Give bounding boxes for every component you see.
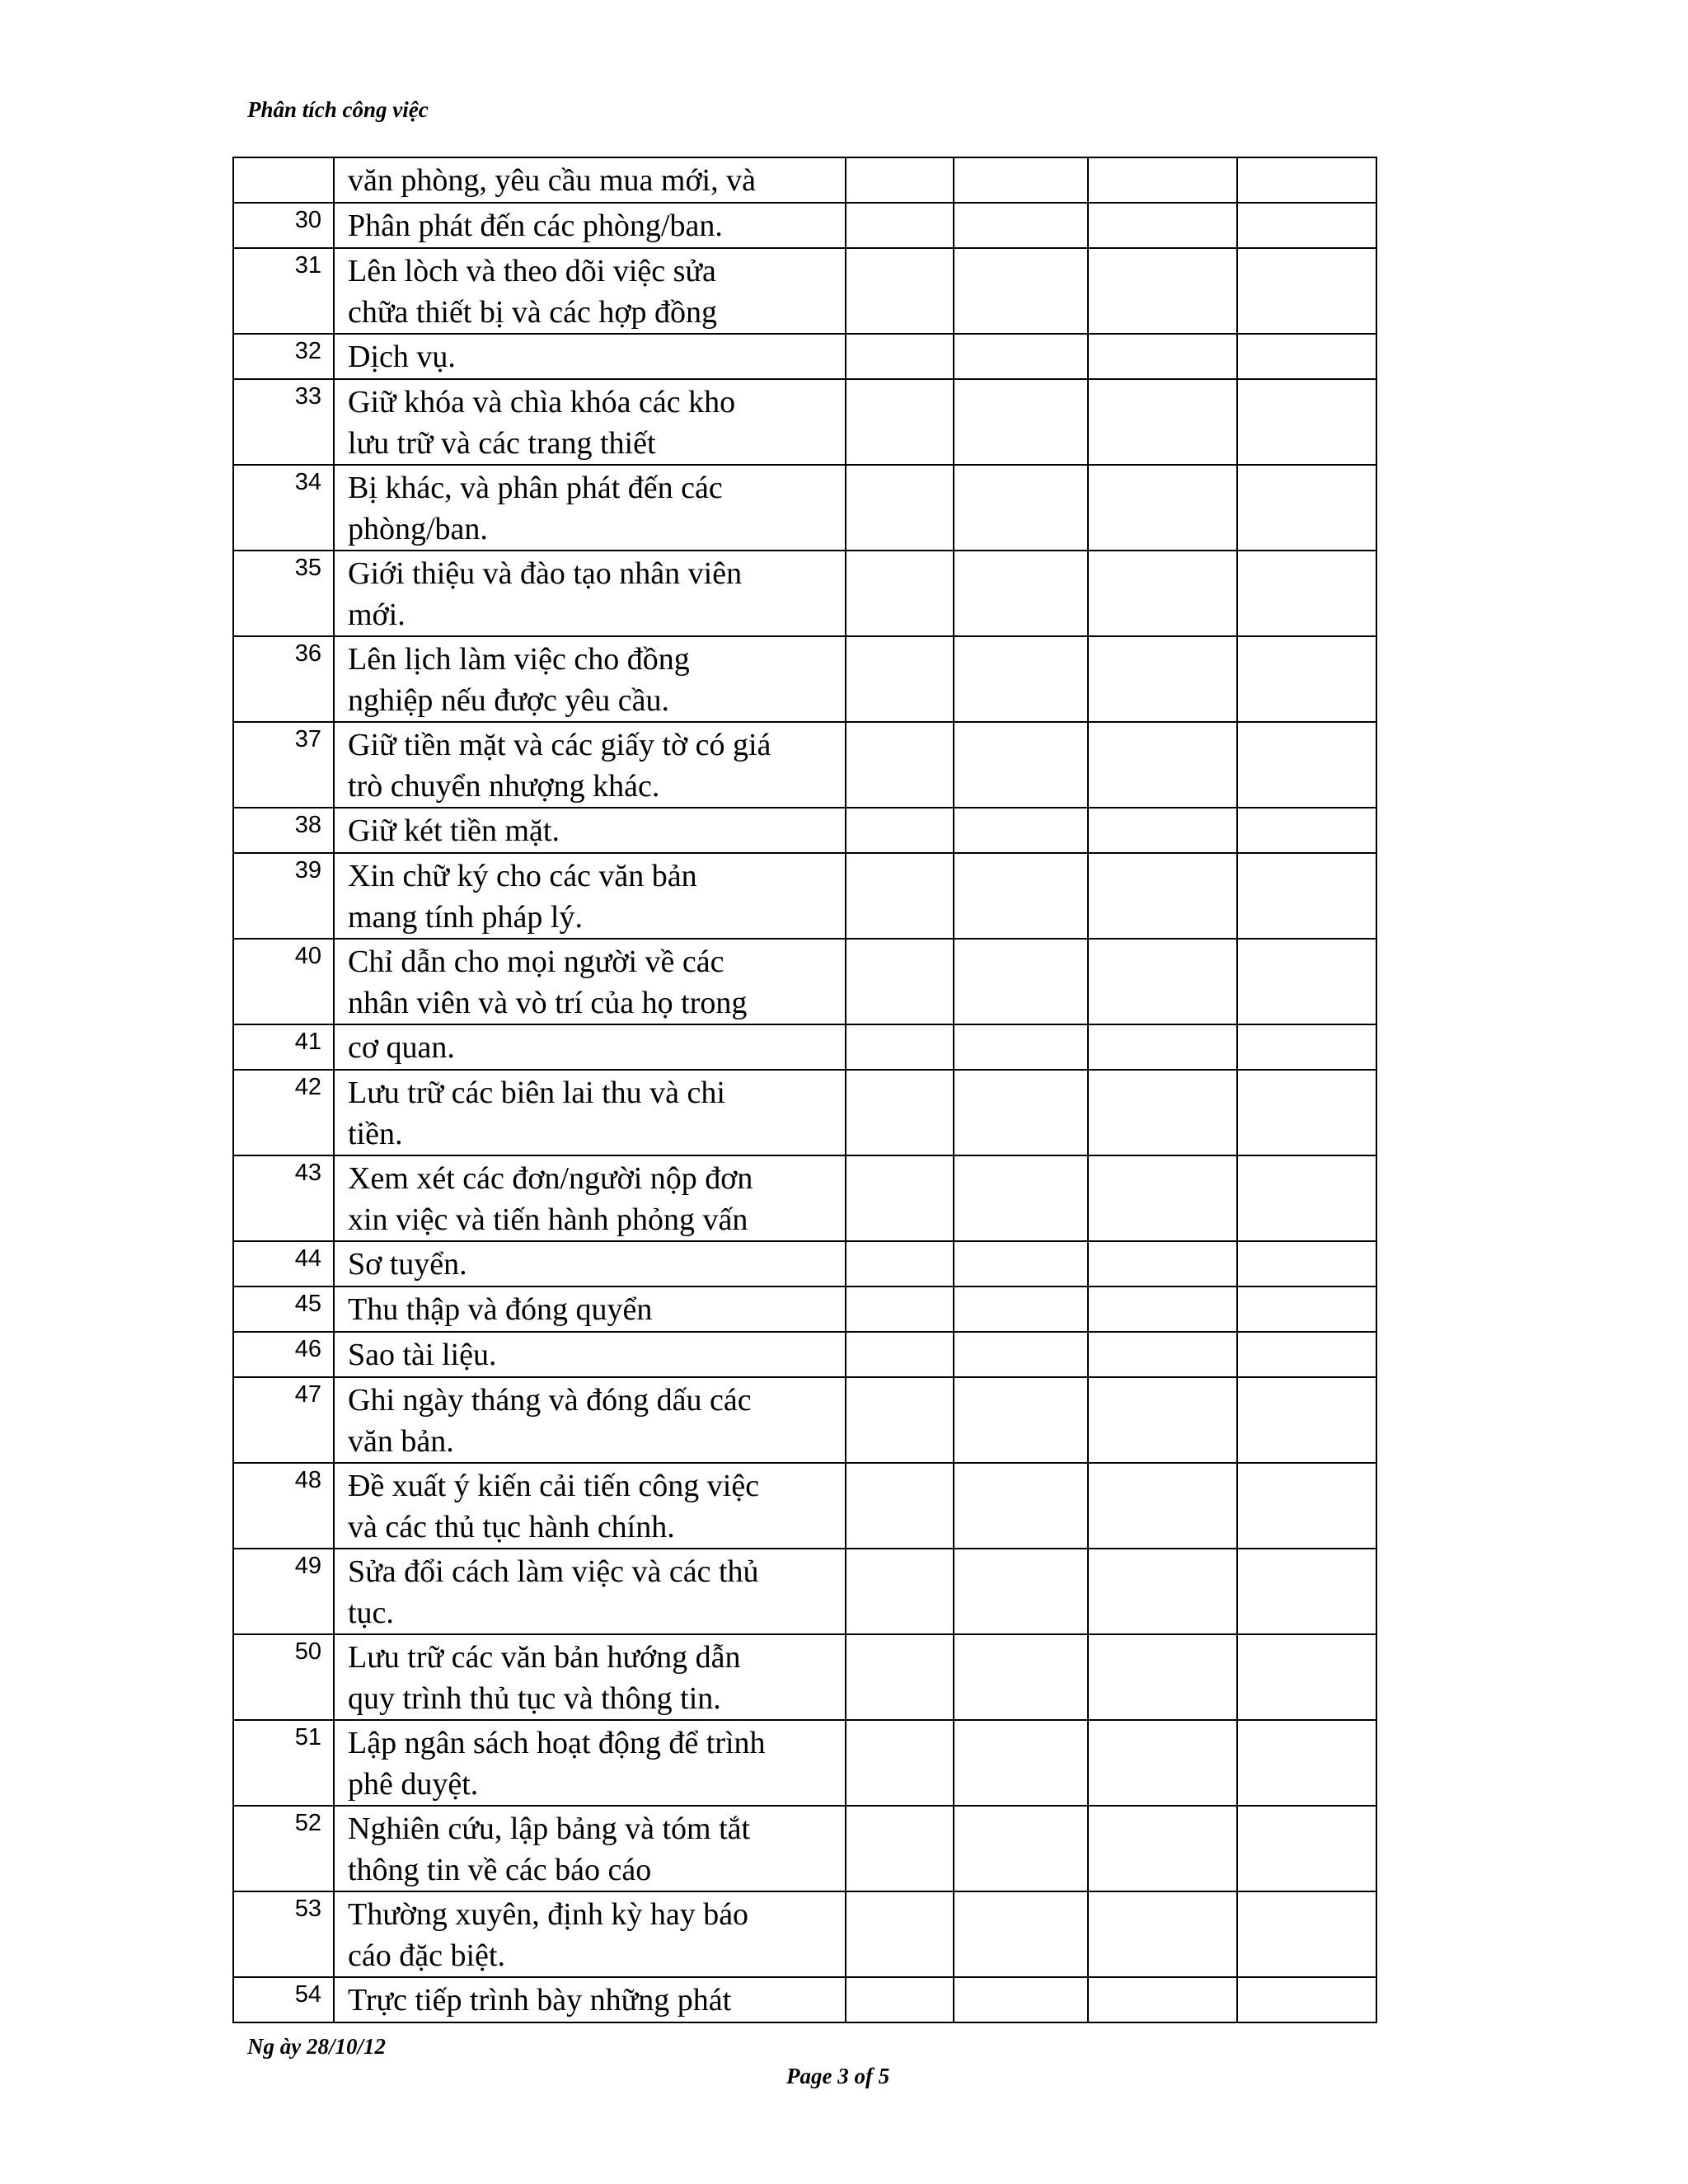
row-number: 42 [233,1070,334,1155]
row-number: 54 [233,1977,334,2022]
rating-cell [846,636,954,722]
task-description [334,1977,846,2022]
rating-cell [1088,1806,1237,1891]
task-description [334,1241,846,1286]
table-row [233,379,1376,465]
rating-cell [1237,1549,1376,1634]
task-description-line: cơ quan. [348,1030,455,1065]
rating-cell [846,379,954,465]
row-number: 47 [233,1377,334,1463]
task-description [334,808,846,853]
rating-cell [954,203,1088,248]
rating-cell [846,1241,954,1286]
task-description-line: Lưu trữ các biên lai thu và chi [348,1076,725,1110]
rating-cell [954,1634,1088,1720]
task-description [334,1720,846,1806]
rating-cell [1088,1286,1237,1332]
table-row [233,636,1376,722]
rating-cell [1088,203,1237,248]
task-description-line: Giữ khóa và chìa khóa các kho [348,385,736,419]
table-row [233,1634,1376,1720]
rating-cell [1088,379,1237,465]
rating-cell [1088,1070,1237,1155]
task-description [334,853,846,939]
task-description-line: Xin chữ ký cho các văn bản [348,859,697,893]
rating-cell [1088,1720,1237,1806]
rating-cell [1237,465,1376,551]
task-description-line: Bị khác, và phân phát đến các [348,471,723,505]
rating-cell [1088,808,1237,853]
task-description-line: Thu thập và đóng quyển [348,1292,653,1327]
task-description-line: Sao tài liệu. [348,1338,497,1372]
rating-cell [1237,939,1376,1024]
rating-cell [846,1155,954,1241]
rating-cell [954,1463,1088,1549]
rating-cell [846,1286,954,1332]
row-number: 49 [233,1549,334,1634]
rating-cell [1237,1891,1376,1977]
rating-cell [846,465,954,551]
rating-cell [846,248,954,334]
rating-cell [1088,1241,1237,1286]
rating-cell [1088,1024,1237,1070]
task-description-line: Ghi ngày tháng và đóng dấu các [348,1383,752,1418]
task-description-line: Xem xét các đơn/người nộp đơn [348,1161,753,1196]
row-number: 31 [233,248,334,334]
task-description-line: Phân phát đến các phòng/ban. [348,209,723,243]
task-description [334,379,846,465]
rating-cell [1088,1977,1237,2022]
rating-cell [846,1549,954,1634]
task-description-line: quy trình thủ tục và thông tin. [348,1681,721,1716]
rating-cell [1088,722,1237,808]
rating-cell [954,1720,1088,1806]
rating-cell [954,248,1088,334]
task-description [334,1332,846,1377]
rating-cell [954,1377,1088,1463]
task-description [334,636,846,722]
table-row [233,1241,1376,1286]
task-description [334,1024,846,1070]
task-description [334,1286,846,1332]
task-description-line: tục. [348,1596,394,1630]
rating-cell [1088,939,1237,1024]
rating-cell [1088,1377,1237,1463]
rating-cell [1237,1241,1376,1286]
table-row [233,853,1376,939]
table-row [233,1549,1376,1634]
rating-cell [1088,465,1237,551]
table-row [233,248,1376,334]
rating-cell [1088,1332,1237,1377]
table-row [233,1155,1376,1241]
task-description-line: Sơ tuyển. [348,1247,467,1282]
rating-cell [954,465,1088,551]
rating-cell [846,939,954,1024]
table-row [233,465,1376,551]
rating-cell [846,334,954,379]
task-description-line: phê duyệt. [348,1767,479,1802]
table-row [233,939,1376,1024]
rating-cell [954,939,1088,1024]
table-row [233,1720,1376,1806]
rating-cell [1237,1332,1376,1377]
task-description-line: xin việc và tiến hành phỏng vấn [348,1202,748,1237]
page-number: Page 3 of 5 [786,2064,890,2088]
row-number: 34 [233,465,334,551]
rating-cell [954,1286,1088,1332]
rating-cell [1088,1891,1237,1977]
rating-cell [1237,1377,1376,1463]
row-number: 51 [233,1720,334,1806]
row-number [233,157,334,203]
rating-cell [1088,1634,1237,1720]
row-number: 30 [233,203,334,248]
task-description-line: thông tin về các báo cáo [348,1853,652,1887]
rating-cell [1237,203,1376,248]
task-description-line: Dịch vụ. [348,340,456,374]
rating-cell [954,1891,1088,1977]
task-description-line: nhân viên và vò trí của họ trong [348,986,748,1020]
table-row [233,1806,1376,1891]
rating-cell [1088,157,1237,203]
rating-cell [1237,1024,1376,1070]
task-description-line: nghiệp nếu được yêu cầu. [348,683,669,718]
task-description-line: phòng/ban. [348,512,488,546]
task-description [334,939,846,1024]
task-description-line: Lưu trữ các văn bản hướng dẫn [348,1640,741,1675]
rating-cell [1237,853,1376,939]
task-description-line: văn phòng, yêu cầu mua mới, và [348,163,756,198]
task-description-line: tiền. [348,1117,403,1151]
task-description [334,722,846,808]
task-description-line: Trực tiếp trình bày những phát [348,1983,732,2018]
row-number: 50 [233,1634,334,1720]
rating-cell [1088,551,1237,636]
rating-cell [1237,248,1376,334]
table-row [233,1463,1376,1549]
rating-cell [954,1241,1088,1286]
table-row [233,808,1376,853]
task-description-line: mang tính pháp lý. [348,900,583,935]
rating-cell [954,551,1088,636]
table-row [233,551,1376,636]
task-description [334,334,846,379]
task-description-line: Đề xuất ý kiến cải tiến công việc [348,1469,760,1503]
row-number: 48 [233,1463,334,1549]
task-description-line: Lên lòch và theo dõi việc sửa [348,254,716,288]
task-description [334,1155,846,1241]
row-number: 38 [233,808,334,853]
task-description [334,1634,846,1720]
rating-cell [1237,1806,1376,1891]
row-number: 33 [233,379,334,465]
task-description-line: Chỉ dẫn cho mọi người về các [348,944,724,979]
row-number: 43 [233,1155,334,1241]
rating-cell [846,808,954,853]
rating-cell [1237,551,1376,636]
rating-cell [954,636,1088,722]
table-row [233,1332,1376,1377]
rating-cell [1237,722,1376,808]
task-description [334,1891,846,1977]
rating-cell [1237,1463,1376,1549]
table-row [233,1891,1376,1977]
rating-cell [954,157,1088,203]
rating-cell [846,1891,954,1977]
row-number: 41 [233,1024,334,1070]
rating-cell [846,1977,954,2022]
rating-cell [1237,1070,1376,1155]
task-description [334,465,846,551]
rating-cell [1237,1286,1376,1332]
table-row [233,1377,1376,1463]
rating-cell [1088,636,1237,722]
row-number: 32 [233,334,334,379]
rating-cell [846,1070,954,1155]
rating-cell [954,1024,1088,1070]
task-table [232,157,1377,2023]
table-row [233,203,1376,248]
rating-cell [954,1332,1088,1377]
rating-cell [1088,1463,1237,1549]
task-description [334,248,846,334]
table-row [233,334,1376,379]
rating-cell [846,157,954,203]
rating-cell [954,808,1088,853]
task-description-line: Giới thiệu và đào tạo nhân viên [348,556,743,591]
rating-cell [846,1463,954,1549]
rating-cell [1237,808,1376,853]
rating-cell [1237,157,1376,203]
task-description [334,157,846,203]
task-description-line: Lập ngân sách hoạt động để trình [348,1726,766,1760]
rating-cell [1088,248,1237,334]
rating-cell [846,1377,954,1463]
rating-cell [1237,1720,1376,1806]
table-row [233,722,1376,808]
table-row [233,1286,1376,1332]
rating-cell [1088,1549,1237,1634]
task-description-line: Sửa đổi cách làm việc và các thủ [348,1554,759,1589]
rating-cell [954,1977,1088,2022]
task-description-line: chữa thiết bị và các hợp đồng [348,295,717,330]
row-number: 35 [233,551,334,636]
task-description-line: Nghiên cứu, lập bảng và tóm tắt [348,1811,751,1846]
rating-cell [1237,1977,1376,2022]
task-description-line: văn bản. [348,1424,454,1459]
rating-cell [846,551,954,636]
rating-cell [954,853,1088,939]
rating-cell [1088,853,1237,939]
rating-cell [954,722,1088,808]
rating-cell [846,722,954,808]
task-description [334,1806,846,1891]
rating-cell [954,1806,1088,1891]
task-table-body [233,157,1376,2022]
rating-cell [954,1155,1088,1241]
task-description [334,1377,846,1463]
row-number: 52 [233,1806,334,1891]
task-description [334,1549,846,1634]
task-description-line: cáo đặc biệt. [348,1938,505,1973]
rating-cell [846,203,954,248]
row-number: 45 [233,1286,334,1332]
rating-cell [954,334,1088,379]
rating-cell [1237,379,1376,465]
task-description-line: Thường xuyên, định kỳ hay báo [348,1897,749,1932]
document-header-title: Phân tích công việc [247,97,429,122]
rating-cell [846,1720,954,1806]
task-description-line: Lên lịch làm việc cho đồng [348,642,690,677]
task-description [334,551,846,636]
rating-cell [954,379,1088,465]
row-number: 53 [233,1891,334,1977]
rating-cell [846,1806,954,1891]
task-description-line: trò chuyển nhượng khác. [348,769,660,804]
row-number: 46 [233,1332,334,1377]
rating-cell [1237,334,1376,379]
task-description [334,1463,846,1549]
footer-date: Ng ày 28/10/12 [247,2034,386,2059]
rating-cell [1237,636,1376,722]
task-description-line: Giữ tiền mặt và các giấy tờ có giá [348,728,771,762]
task-description [334,1070,846,1155]
table-row [233,1024,1376,1070]
rating-cell [846,1332,954,1377]
table-row [233,157,1376,203]
rating-cell [954,1070,1088,1155]
task-description [334,203,846,248]
row-number: 37 [233,722,334,808]
row-number: 40 [233,939,334,1024]
task-description-line: mới. [348,598,406,632]
task-description-line: Giữ két tiền mặt. [348,813,560,848]
task-description-line: và các thủ tục hành chính. [348,1510,675,1544]
rating-cell [1088,334,1237,379]
row-number: 39 [233,853,334,939]
row-number: 36 [233,636,334,722]
task-description-line: lưu trữ và các trang thiết [348,426,656,461]
rating-cell [954,1549,1088,1634]
rating-cell [846,1634,954,1720]
rating-cell [846,1024,954,1070]
table-row [233,1977,1376,2022]
rating-cell [1237,1155,1376,1241]
rating-cell [1237,1634,1376,1720]
row-number: 44 [233,1241,334,1286]
rating-cell [1088,1155,1237,1241]
rating-cell [846,853,954,939]
table-row [233,1070,1376,1155]
